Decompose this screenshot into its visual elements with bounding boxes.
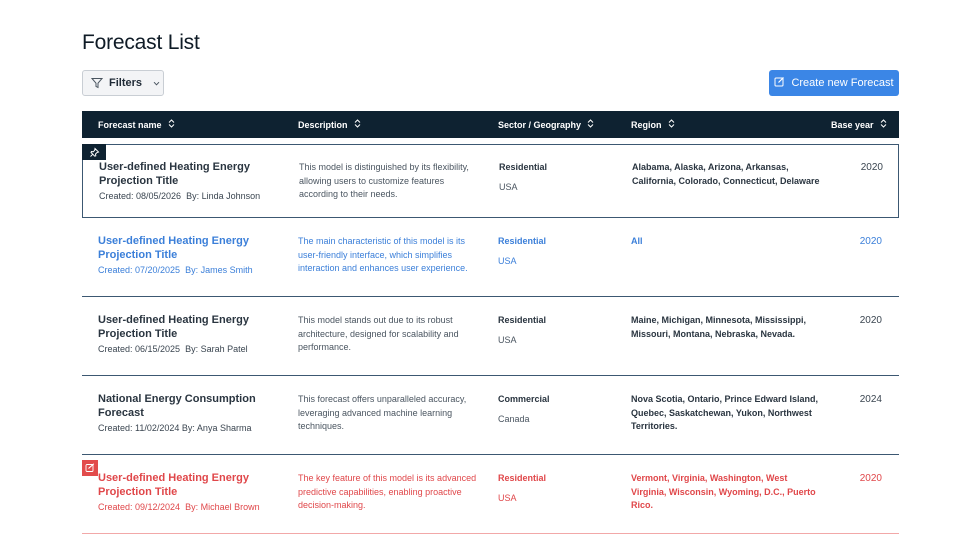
sector: Commercial [498, 394, 550, 404]
description: This model is distinguished by its flexibility, allowing users to customize features according to their needs. [299, 162, 469, 199]
table-row[interactable] [82, 297, 899, 376]
forecast-meta [98, 501, 268, 515]
chevron-down-icon [152, 79, 161, 88]
geography: Canada [498, 413, 530, 424]
description: This forecast offers unparalleled accuracy, leveraging advanced machine learning techniques. [298, 394, 467, 431]
forecast-name-cell [98, 472, 268, 515]
sort-icon [668, 119, 675, 130]
created-date: Created: 06/15/2025 [98, 344, 181, 354]
region: Alabama, Alaska, Arizona, Arkansas, California, Colorado, Connecticut, Delaware [632, 162, 820, 186]
create-forecast-label: Create new Forecast [791, 77, 894, 89]
forecast-meta [98, 264, 268, 278]
column-label: Base year [831, 119, 874, 130]
forecast-name[interactable]: User-defined Heating Energy Projection Title [99, 161, 250, 187]
region: Vermont, Virginia, Washington, West Virginia, Wisconsin, Wyoming, D.C., Puerto Rico. [631, 473, 816, 510]
sort-icon [354, 119, 361, 130]
created-by: By: Linda Johnson [186, 191, 261, 201]
column-header-description[interactable] [298, 111, 361, 138]
column-header-region[interactable] [631, 111, 675, 138]
forecast-name[interactable]: User-defined Heating Energy Projection Title [98, 235, 249, 261]
column-label: Sector / Geography [498, 119, 582, 130]
column-label: Description [298, 119, 348, 130]
table-row[interactable] [82, 376, 899, 455]
base-year: 2020 [859, 236, 882, 247]
geography: USA [498, 334, 517, 345]
created-by: By: Anya Sharma [181, 423, 252, 433]
table-row[interactable] [82, 144, 899, 218]
column-label: Region [631, 119, 662, 130]
region: Maine, Michigan, Minnesota, Mississippi, Missouri, Montana, Nebraska, Nevada. [631, 315, 807, 339]
description: The main characteristic of this model is its user-friendly interface, which simplifies interaction and enhances user experience. [298, 236, 468, 273]
page-title: Forecast List [82, 31, 200, 54]
forecast-name-cell [99, 161, 269, 204]
create-forecast-button[interactable] [769, 70, 899, 96]
created-by: By: James Smith [185, 265, 253, 275]
forecast-name-cell [98, 393, 268, 436]
column-header-base-year[interactable] [831, 111, 887, 138]
forecast-name[interactable]: User-defined Heating Energy Projection Title [98, 472, 249, 498]
region: Nova Scotia, Ontario, Prince Edward Island, Quebec, Saskatchewan, Yukon, Northwest Territories. [631, 394, 819, 431]
sector-geography-cell [498, 314, 598, 347]
forecast-name[interactable]: National Energy Consumption Forecast [98, 393, 256, 419]
geography: USA [499, 181, 518, 192]
sector: Residential [498, 315, 547, 325]
created-date: Created: 09/12/2024 [98, 502, 181, 512]
forecast-meta [98, 422, 268, 436]
sector: Residential [499, 162, 548, 172]
filters-button[interactable] [82, 70, 164, 96]
forecast-meta [98, 343, 268, 357]
forecast-table [82, 111, 899, 534]
table-row[interactable] [82, 218, 899, 297]
base-year: 2024 [859, 394, 882, 405]
sort-icon [880, 119, 887, 130]
base-year: 2020 [859, 315, 882, 326]
sort-icon [587, 119, 594, 130]
column-header-sector-geography[interactable] [498, 111, 594, 138]
edit-icon[interactable] [82, 460, 98, 476]
created-by: By: Sarah Patel [185, 344, 248, 354]
base-year: 2020 [860, 162, 883, 173]
sector: Residential [498, 473, 547, 483]
forecast-name-cell [98, 235, 268, 278]
table-header [82, 111, 899, 138]
geography: USA [498, 492, 517, 503]
edit-icon [774, 76, 785, 90]
region: All [631, 236, 643, 246]
sort-icon [168, 119, 175, 130]
forecast-name-cell [98, 314, 268, 357]
column-header-forecast-name[interactable] [98, 111, 175, 138]
base-year: 2020 [859, 473, 882, 484]
created-by: By: Michael Brown [185, 502, 260, 512]
forecast-meta [99, 190, 269, 204]
filters-label: Filters [109, 77, 143, 89]
filter-icon [91, 77, 103, 89]
description: The key feature of this model is its advanced predictive capabilities, enabling proactive decision-making. [298, 473, 477, 510]
sector: Residential [498, 236, 547, 246]
pin-icon[interactable] [82, 144, 106, 160]
sector-geography-cell [498, 393, 598, 426]
sector-geography-cell [498, 472, 598, 505]
table-row[interactable] [82, 455, 899, 534]
sector-geography-cell [499, 161, 599, 194]
created-date: Created: 07/20/2025 [98, 265, 181, 275]
created-date: Created: 11/02/2024 [98, 423, 180, 433]
forecast-name[interactable]: User-defined Heating Energy Projection Title [98, 314, 249, 340]
column-label: Forecast name [98, 119, 162, 130]
created-date: Created: 08/05/2026 [99, 191, 182, 201]
geography: USA [498, 255, 517, 266]
description: This model stands out due to its robust architecture, designed for scalability and performance. [298, 315, 459, 352]
sector-geography-cell [498, 235, 598, 268]
